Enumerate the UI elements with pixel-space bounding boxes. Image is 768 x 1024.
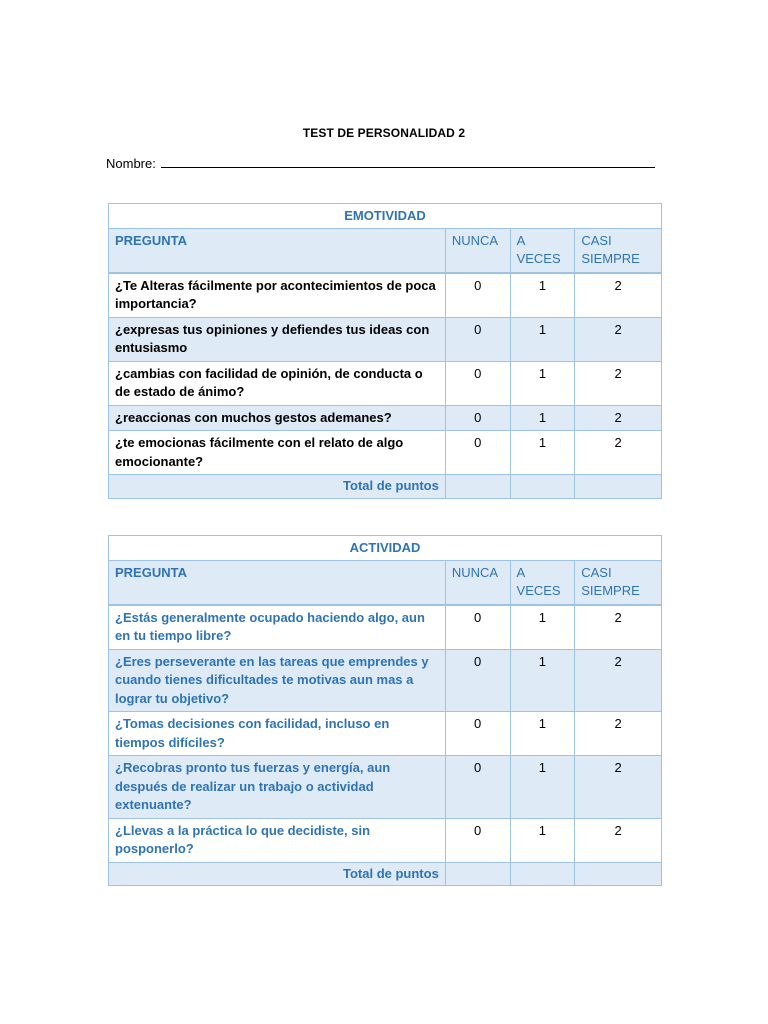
question-text: ¿Tomas decisiones con facilidad, incluso en tiempos difíciles? xyxy=(109,712,446,756)
total-label: Total de puntos xyxy=(109,862,446,886)
document-title: TEST DE PERSONALIDAD 2 xyxy=(302,126,466,140)
total-row xyxy=(109,475,662,499)
question-text: ¿Eres perseverante en las tareas que emprendes y cuando tienes dificultades te motivas aun mas a lograr tu objetivo? xyxy=(109,649,446,712)
total-casi-siempre-cell[interactable] xyxy=(575,862,662,886)
emotividad-table xyxy=(108,203,662,499)
total-nunca-cell[interactable] xyxy=(445,475,510,499)
score-nunca[interactable]: 0 xyxy=(445,605,510,650)
nombre-blank-line[interactable] xyxy=(161,155,655,168)
question-text: ¿Llevas a la práctica lo que decidiste, sin posponerlo? xyxy=(109,818,446,862)
nombre-label: Nombre: xyxy=(106,156,156,171)
score-casi-siempre[interactable]: 2 xyxy=(575,317,662,361)
score-casi-siempre[interactable]: 2 xyxy=(575,649,662,712)
question-text: ¿Recobras pronto tus fuerzas y energía, aun después de realizar un trabajo o actividad extenuante? xyxy=(109,756,446,819)
score-a-veces[interactable]: 1 xyxy=(510,712,575,756)
table-header-row xyxy=(109,560,662,605)
score-casi-siempre[interactable]: 2 xyxy=(575,605,662,650)
column-header-casi-siempre: CASI SIEMPRE xyxy=(575,560,662,605)
question-text: ¿Estás generalmente ocupado haciendo algo, aun en tu tiempo libre? xyxy=(109,605,446,650)
score-casi-siempre[interactable]: 2 xyxy=(575,273,662,318)
score-nunca[interactable]: 0 xyxy=(445,405,510,431)
table-row xyxy=(109,712,662,756)
section-title: ACTIVIDAD xyxy=(109,536,662,561)
table-row xyxy=(109,361,662,405)
question-text: ¿reaccionas con muchos gestos ademanes? xyxy=(109,405,446,431)
column-header-pregunta: PREGUNTA xyxy=(109,560,446,605)
total-casi-siempre-cell[interactable] xyxy=(575,475,662,499)
table-row xyxy=(109,756,662,819)
table-row xyxy=(109,431,662,475)
question-text: ¿expresas tus opiniones y defiendes tus ideas con entusiasmo xyxy=(109,317,446,361)
score-a-veces[interactable]: 1 xyxy=(510,273,575,318)
table-row xyxy=(109,405,662,431)
question-text: ¿Te Alteras fácilmente por acontecimientos de poca importancia? xyxy=(109,273,446,318)
actividad-table xyxy=(108,535,662,886)
table-row xyxy=(109,273,662,318)
total-a-veces-cell[interactable] xyxy=(510,862,575,886)
score-nunca[interactable]: 0 xyxy=(445,431,510,475)
column-header-pregunta: PREGUNTA xyxy=(109,228,446,273)
score-nunca[interactable]: 0 xyxy=(445,361,510,405)
score-a-veces[interactable]: 1 xyxy=(510,405,575,431)
score-nunca[interactable]: 0 xyxy=(445,273,510,318)
column-header-a-veces: A VECES xyxy=(510,228,575,273)
score-nunca[interactable]: 0 xyxy=(445,317,510,361)
score-a-veces[interactable]: 1 xyxy=(510,649,575,712)
score-a-veces[interactable]: 1 xyxy=(510,818,575,862)
total-row xyxy=(109,862,662,886)
question-text: ¿cambias con facilidad de opinión, de conducta o de estado de ánimo? xyxy=(109,361,446,405)
score-nunca[interactable]: 0 xyxy=(445,649,510,712)
score-casi-siempre[interactable]: 2 xyxy=(575,818,662,862)
table-row xyxy=(109,317,662,361)
score-casi-siempre[interactable]: 2 xyxy=(575,756,662,819)
score-a-veces[interactable]: 1 xyxy=(510,605,575,650)
score-a-veces[interactable]: 1 xyxy=(510,317,575,361)
score-a-veces[interactable]: 1 xyxy=(510,361,575,405)
score-casi-siempre[interactable]: 2 xyxy=(575,361,662,405)
score-nunca[interactable]: 0 xyxy=(445,712,510,756)
total-label: Total de puntos xyxy=(109,475,446,499)
column-header-nunca: NUNCA xyxy=(445,560,510,605)
column-header-nunca: NUNCA xyxy=(445,228,510,273)
table-row xyxy=(109,605,662,650)
table-row xyxy=(109,649,662,712)
score-casi-siempre[interactable]: 2 xyxy=(575,405,662,431)
column-header-casi-siempre: CASI SIEMPRE xyxy=(575,228,662,273)
score-casi-siempre[interactable]: 2 xyxy=(575,712,662,756)
score-a-veces[interactable]: 1 xyxy=(510,756,575,819)
column-header-a-veces: A VECES xyxy=(510,560,575,605)
question-text: ¿te emocionas fácilmente con el relato de algo emocionante? xyxy=(109,431,446,475)
table-header-row xyxy=(109,228,662,273)
table-row xyxy=(109,818,662,862)
score-casi-siempre[interactable]: 2 xyxy=(575,431,662,475)
score-a-veces[interactable]: 1 xyxy=(510,431,575,475)
nombre-field xyxy=(106,155,655,171)
score-nunca[interactable]: 0 xyxy=(445,756,510,819)
total-a-veces-cell[interactable] xyxy=(510,475,575,499)
score-nunca[interactable]: 0 xyxy=(445,818,510,862)
total-nunca-cell[interactable] xyxy=(445,862,510,886)
section-title: EMOTIVIDAD xyxy=(109,204,662,229)
